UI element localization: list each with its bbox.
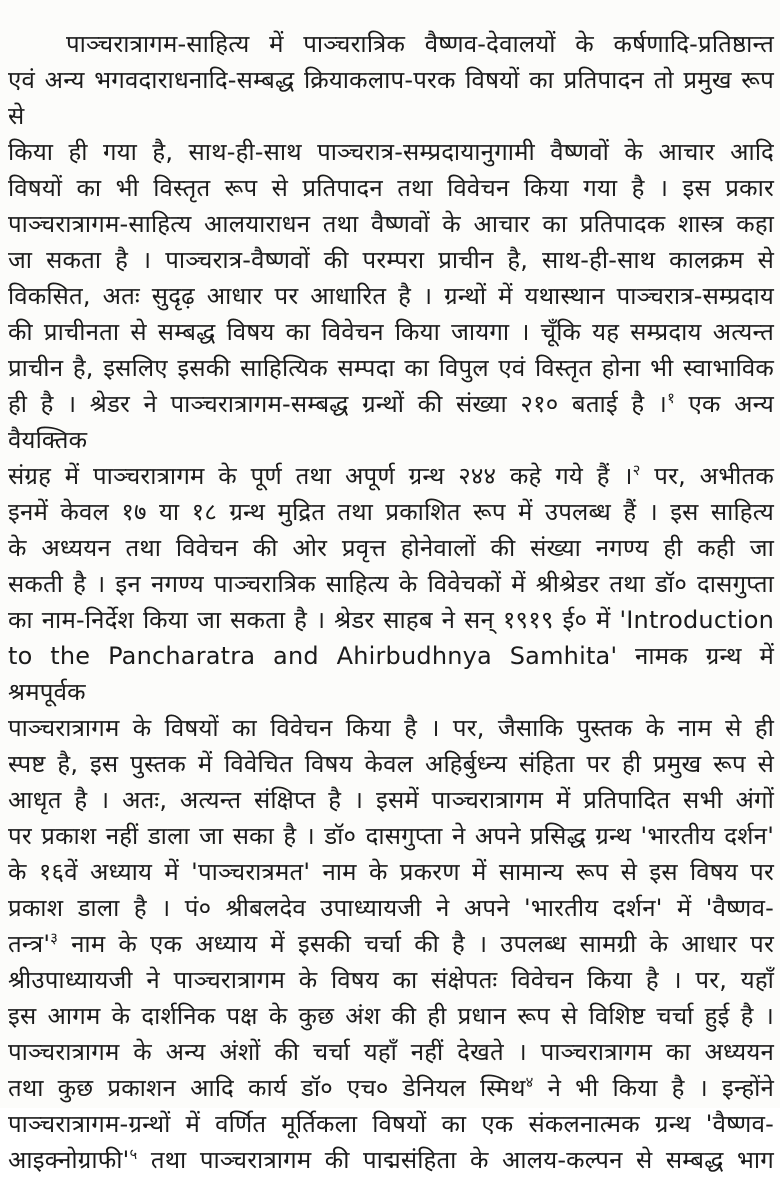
text-line: [8, 458, 774, 494]
text-segment: के १६वें अध्याय में 'पाञ्चरात्रमत' नाम के प्रकरण में सामान्य रूप से इस विषय पर: [8, 858, 774, 886]
text-line: [8, 314, 774, 350]
text-line: [8, 746, 774, 782]
text-segment: ही है । श्रेडर ने पाञ्चरात्रागम-सम्बद्ध ग्रन्थों की संख्या २१० बताई है ।: [8, 390, 668, 418]
footnote-marker: १: [667, 389, 676, 407]
text-segment: पाञ्चरात्रागम-साहित्य आलयाराधन तथा वैष्णवों के आचार का प्रतिपादक शास्त्र कहा: [8, 210, 774, 238]
text-segment: तथा कुछ प्रकाशन आदि कार्य डॉ० एच० डेनियल स्मिथ: [8, 1074, 526, 1102]
text-line: [8, 890, 774, 926]
text-line: [8, 1142, 774, 1178]
text-segment: पाञ्चरात्रागम के विषयों का विवेचन किया है । पर, जैसाकि पुस्तक के नाम से ही: [8, 714, 774, 742]
text-line: [8, 26, 774, 62]
text-line: [8, 242, 774, 278]
text-segment: श्रीउपाध्यायजी ने पाञ्चरात्रागम के विषय का संक्षेपतः विवेचन किया है । पर, यहाँ: [8, 966, 774, 994]
text-line: [8, 530, 774, 566]
text-line: [8, 782, 774, 818]
text-line: [8, 710, 774, 746]
text-line: [8, 1070, 774, 1106]
text-segment: इनमें केवल १७ या १८ ग्रन्थ मुद्रित तथा प्रकाशित रूप में उपलब्ध हैं । इस साहित्य: [8, 498, 774, 526]
footnote-marker: ३: [50, 929, 59, 947]
text-line: [8, 278, 774, 314]
text-segment: के अध्ययन तथा विवेचन की ओर प्रवृत्त होनेवालों की संख्या नगण्य ही कही जा: [8, 534, 774, 562]
text-line: [8, 206, 774, 242]
text-segment: इस आगम के दार्शनिक पक्ष के कुछ अंश की ही प्रधान रूप से विशिष्ट चर्चा हुई है ।: [8, 1002, 774, 1030]
text-line: [8, 818, 774, 854]
text-segment: जा सकता है । पाञ्चरात्र-वैष्णवों की परम्परा प्राचीन है, साथ-ही-साथ कालक्रम से: [8, 246, 774, 274]
text-line: [8, 1106, 774, 1142]
text-segment: पाञ्चरात्रागम-साहित्य में पाञ्चरात्रिक वैष्णव-देवालयों के कर्षणादि-प्रतिष्ठान्त: [66, 30, 774, 58]
text-line: [8, 350, 774, 386]
text-segment: किया ही गया है, साथ-ही-साथ पाञ्चरात्र-सम्प्रदायानुगामी वैष्णवों के आचार आदि: [8, 138, 774, 166]
text-segment: पर प्रकाश नहीं डाला जा सका है । डॉ० दासगुप्ता ने अपने प्रसिद्ध ग्रन्थ 'भारतीय दर्शन': [8, 822, 774, 850]
text-line: [8, 926, 774, 962]
text-line: [8, 854, 774, 890]
page-text: [8, 26, 774, 1178]
text-segment: to the Pancharatra and Ahirbudhnya Samhita' नामक ग्रन्थ में श्रमपूर्वक: [8, 642, 774, 706]
text-line: [8, 566, 774, 602]
text-segment: की प्राचीनता से सम्बद्ध विषय का विवेचन किया जायगा । चूँकि यह सम्प्रदाय अत्यन्त: [8, 318, 774, 346]
text-segment: एवं अन्य भगवदाराधनादि-सम्बद्ध क्रियाकलाप-परक विषयों का प्रतिपादन तो प्रमुख रूप से: [8, 66, 774, 130]
text-segment: ने भी किया है । इन्होंने: [533, 1074, 775, 1102]
text-segment: एक अन्य वैयक्तिक: [8, 390, 775, 454]
text-segment: आधृत है । अतः, अत्यन्त संक्षिप्त है । इसमें पाञ्चरात्रागम में प्रतिपादित सभी अंगों: [8, 786, 774, 814]
footnote-marker: ५: [129, 1145, 138, 1163]
text-segment: आइक्नोग्राफी': [8, 1146, 130, 1174]
text-segment: पाञ्चरात्रागम के अन्य अंशों की चर्चा यहाँ नहीं देखते । पाञ्चरात्रागम का अध्ययन: [8, 1038, 774, 1066]
text-segment: का नाम-निर्देश किया जा सकता है । श्रेडर साहब ने सन् १९१९ ई० में 'Introduction: [8, 606, 774, 634]
text-line: [8, 134, 774, 170]
text-line: [8, 62, 774, 134]
text-line: [8, 638, 774, 710]
footnote-marker: २: [632, 461, 641, 479]
text-line: [8, 170, 774, 206]
text-segment: पर, अभीतक: [640, 462, 774, 490]
text-segment: तन्त्र': [8, 930, 51, 958]
text-segment: प्रकाश डाला है । पं० श्रीबलदेव उपाध्यायजी ने अपने 'भारतीय दर्शन' में 'वैष्णव-: [8, 894, 774, 922]
text-line: [8, 602, 774, 638]
text-segment: विषयों का भी विस्तृत रूप से प्रतिपादन तथा विवेचन किया गया है । इस प्रकार: [8, 174, 774, 202]
text-line: [8, 1034, 774, 1070]
text-segment: पाञ्चरात्रागम-ग्रन्थों में वर्णित मूर्तिकला विषयों का एक संकलनात्मक ग्रन्थ 'वैष्णव-: [8, 1110, 774, 1138]
footnote-marker: ४: [525, 1073, 534, 1091]
text-segment: विकसित, अतः सुदृढ़ आधार पर आधारित है । ग्रन्थों में यथास्थान पाञ्चरात्र-सम्प्रदाय: [8, 282, 774, 310]
text-segment: तथा पाञ्चरात्रागम की पाद्मसंहिता के आलय-कल्पन से सम्बद्ध भाग: [137, 1146, 774, 1174]
text-segment: नाम के एक अध्याय में इसकी चर्चा की है । उपलब्ध सामग्री के आधार पर: [58, 930, 774, 958]
text-line: [8, 962, 774, 998]
text-segment: प्राचीन है, इसलिए इसकी साहित्यिक सम्पदा का विपुल एवं विस्तृत होना भी स्वाभाविक: [8, 354, 774, 382]
text-line: [8, 386, 774, 458]
text-segment: सकती है । इन नगण्य पाञ्चरात्रिक साहित्य के विवेचकों में श्रीश्रेडर तथा डॉ० दासगुप्ता: [8, 570, 774, 598]
text-line: [8, 998, 774, 1034]
text-segment: संग्रह में पाञ्चरात्रागम के पूर्ण तथा अपूर्ण ग्रन्थ २४४ कहे गये हैं ।: [8, 462, 633, 490]
text-line: [8, 494, 774, 530]
text-segment: स्पष्ट है, इस पुस्तक में विवेचित विषय केवल अहिर्बुध्न्य संहिता पर ही प्रमुख रूप से: [8, 750, 774, 778]
